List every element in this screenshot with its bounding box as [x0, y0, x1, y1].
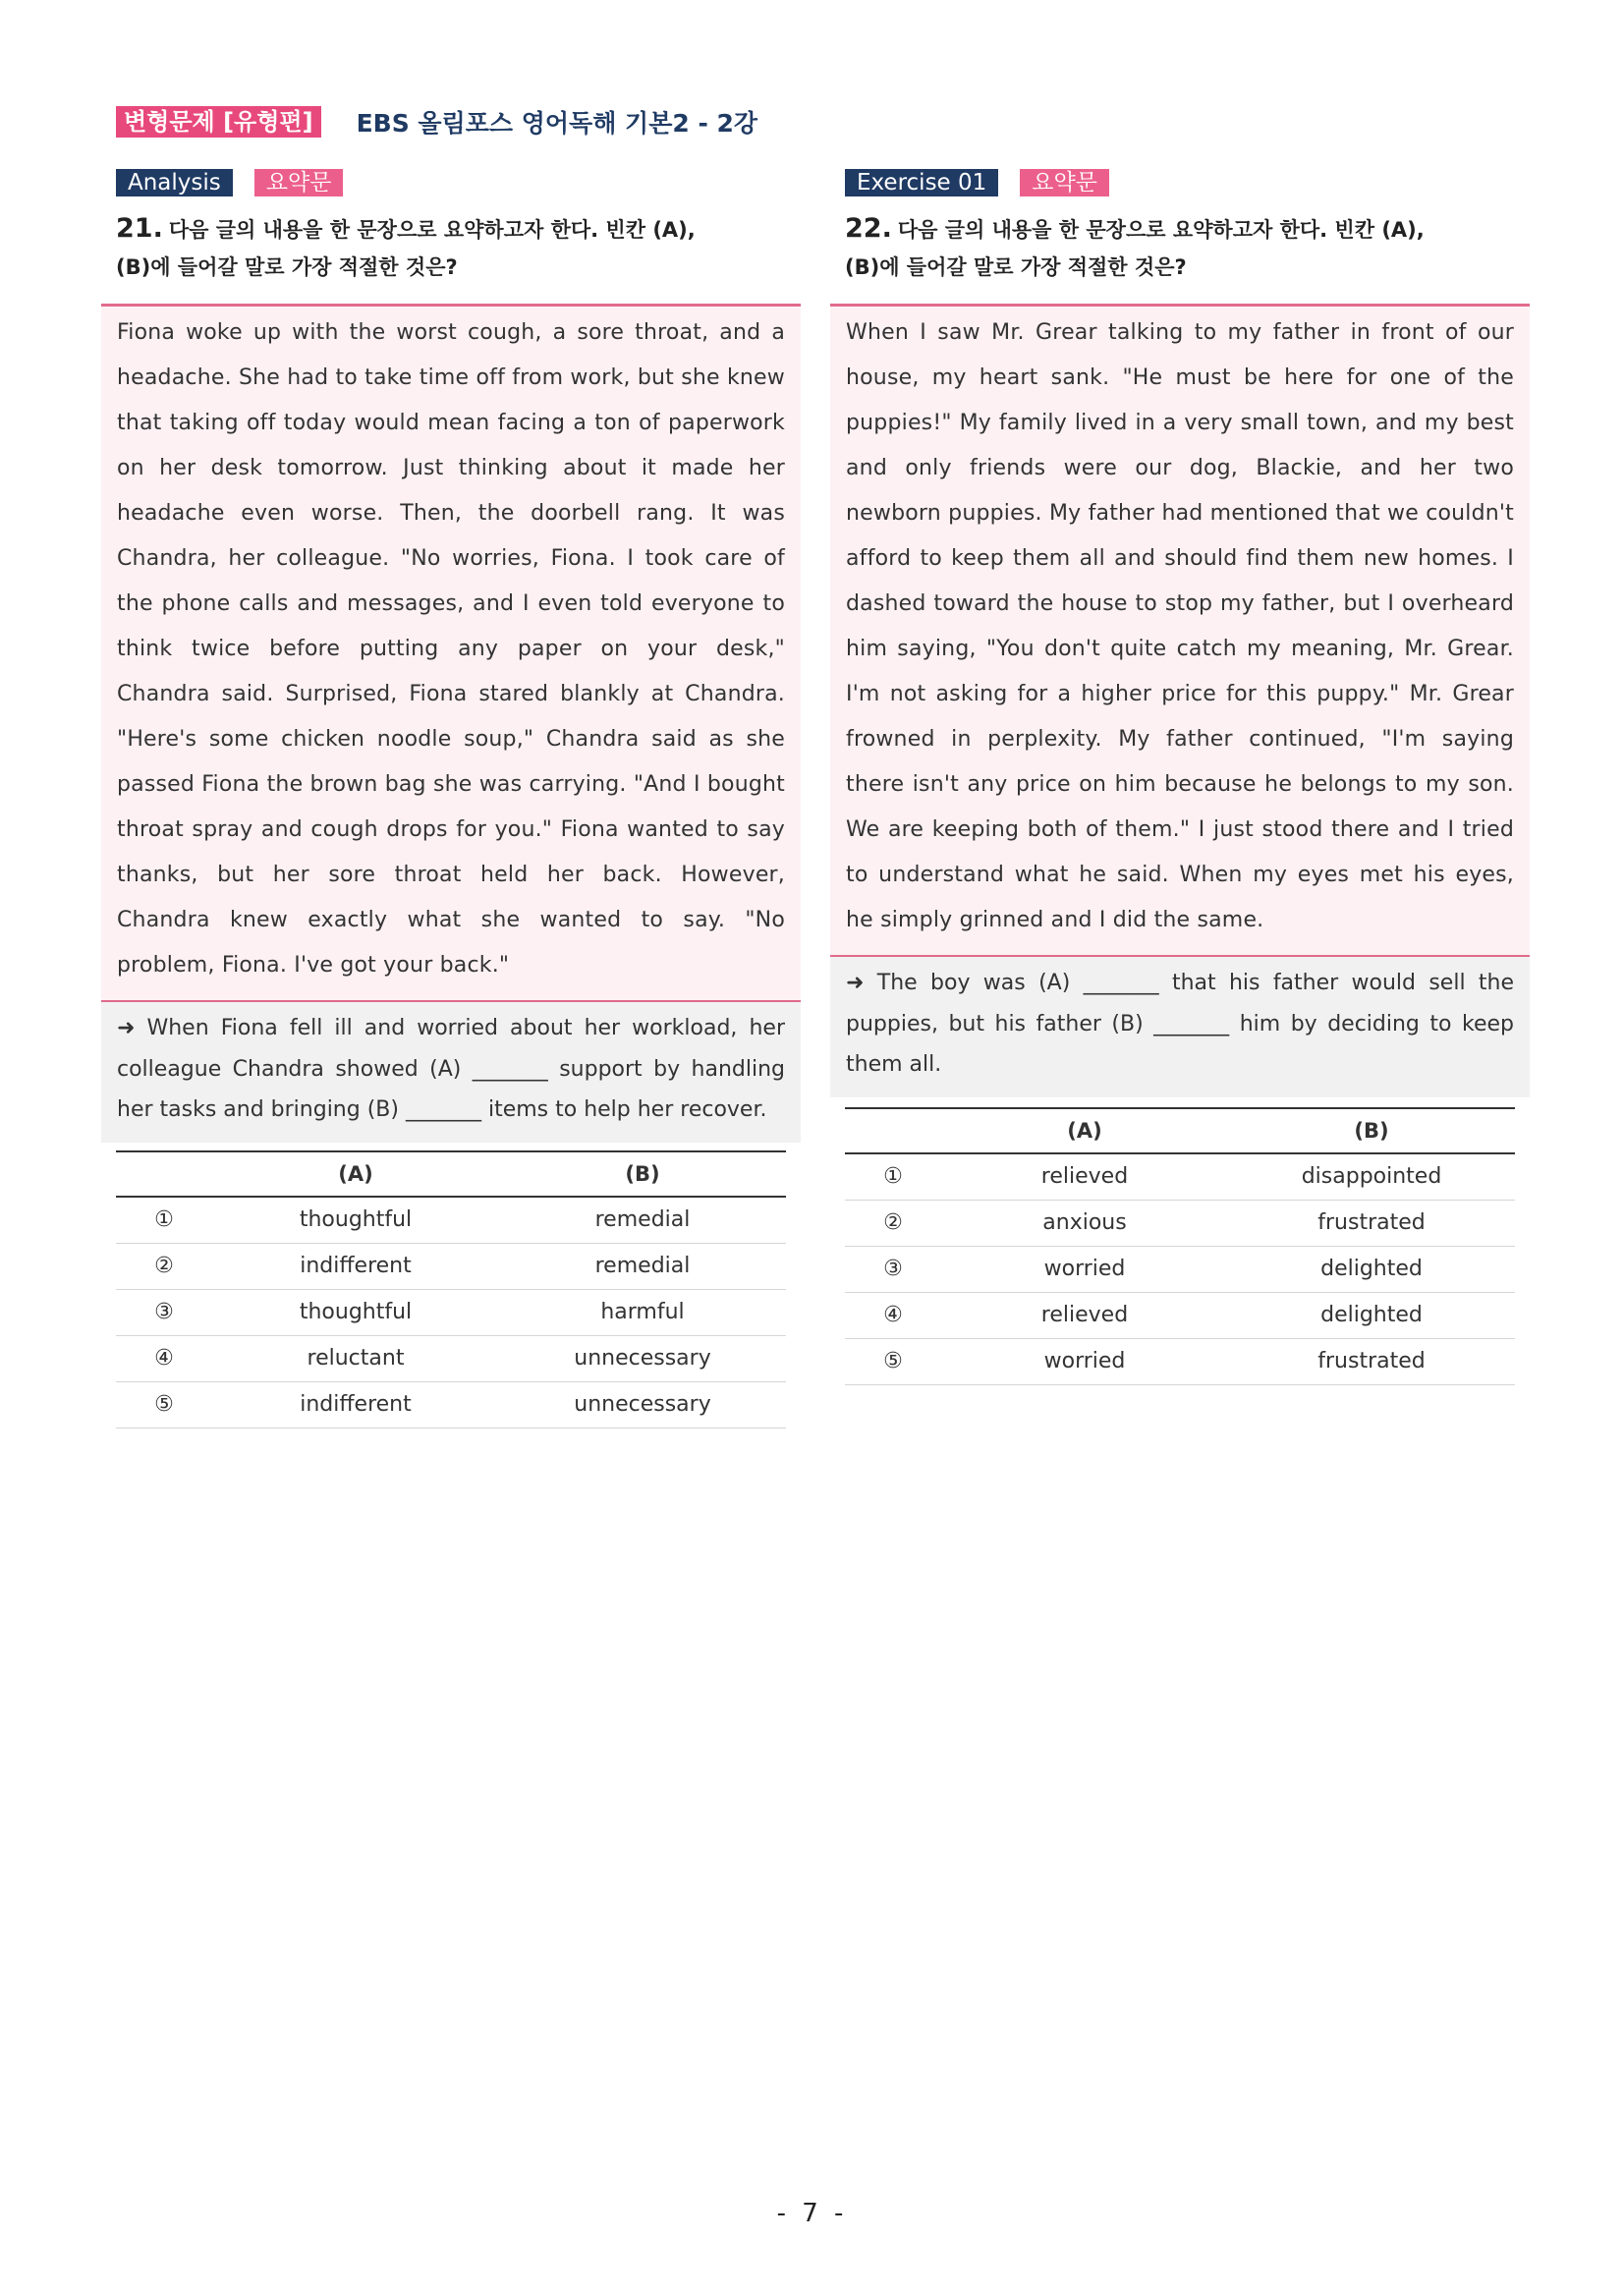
answer-choices-table [116, 1150, 786, 1428]
header-b: (B) [1228, 1108, 1515, 1153]
choice-a: indifferent [212, 1243, 499, 1289]
summary-type-tag: 요약문 [1020, 169, 1109, 196]
choice-number: ④ [845, 1292, 941, 1338]
choice-row[interactable] [116, 1335, 786, 1381]
choice-b: unnecessary [499, 1381, 786, 1428]
choice-a: indifferent [212, 1381, 499, 1428]
question-21 [101, 169, 801, 1428]
choice-a: thoughtful [212, 1197, 499, 1244]
choice-row[interactable] [116, 1381, 786, 1428]
choice-a: worried [941, 1338, 1228, 1384]
header-blank [116, 1151, 212, 1197]
choice-number: ③ [845, 1246, 941, 1292]
choice-row[interactable] [845, 1292, 1515, 1338]
exercise-tag: Exercise 01 [845, 169, 998, 196]
choice-number: ② [845, 1200, 941, 1246]
choice-row[interactable] [845, 1338, 1515, 1384]
choice-b: frustrated [1228, 1338, 1515, 1384]
choice-b: harmful [499, 1289, 786, 1335]
choice-number: ④ [116, 1335, 212, 1381]
table-header-row [116, 1151, 786, 1197]
choice-row[interactable] [845, 1153, 1515, 1201]
choice-b: delighted [1228, 1246, 1515, 1292]
question-line-2: (B)에 들어갈 말로 가장 적절한 것은? [116, 255, 458, 279]
question-prompt [116, 210, 801, 286]
header-blank [845, 1108, 941, 1153]
summary-sentence: ➜ The boy was (A) _______ that his father would sell the puppies, but his father (B) _______ him by deciding to keep them all. [830, 957, 1530, 1097]
choice-b: unnecessary [499, 1335, 786, 1381]
question-22 [830, 169, 1530, 1385]
choice-b: disappointed [1228, 1153, 1515, 1201]
choice-row[interactable] [116, 1289, 786, 1335]
choice-number: ③ [116, 1289, 212, 1335]
question-tags [116, 169, 801, 196]
choice-a: worried [941, 1246, 1228, 1292]
reading-passage: When I saw Mr. Grear talking to my father in front of our house, my heart sank. "He must be here for one of the puppies!" My family lived in a very small town, and my best and only friends were our dog, Blackie, and her two newborn puppies. My father had mentioned that we couldn't afford to keep them all and should find them new homes. I dashed toward the house to stop my father, but I overheard him saying, "You don't quite catch my meaning, Mr. Grear. I'm not asking for a higher price for this puppy." Mr. Grear frowned in perplexity. My father continued, "I'm saying there isn't any price on him because he belongs to my son. We are keeping both of them." I just stood there and I tried to understand what he said. When my eyes met his eyes, he simply grinned and I did the same. [830, 304, 1530, 957]
choice-row[interactable] [845, 1246, 1515, 1292]
question-number: 22. [845, 213, 892, 244]
choice-b: delighted [1228, 1292, 1515, 1338]
question-prompt [845, 210, 1530, 286]
summary-type-tag: 요약문 [254, 169, 344, 196]
summary-sentence: ➜ When Fiona fell ill and worried about her workload, her colleague Chandra showed (A) _______ support by handling her tasks and bringing (B) _______ items to help her recover. [101, 1002, 801, 1143]
page-number: - 7 - [776, 2199, 848, 2228]
choice-a: relieved [941, 1292, 1228, 1338]
choice-number: ⑤ [845, 1338, 941, 1384]
reading-passage: Fiona woke up with the worst cough, a sore throat, and a headache. She had to take time off from work, but she knew that taking off today would mean facing a ton of paperwork on her desk tomorrow. Just thinking about it made her headache even worse. Then, the doorbell rang. It was Chandra, her colleague. "No worries, Fiona. I took care of the phone calls and messages, and I even told everyone to think twice before putting any paper on your desk," Chandra said. Surprised, Fiona stared blankly at Chandra. "Here's some chicken noodle soup," Chandra said as she passed Fiona the brown bag she was carrying. "And I bought throat spray and cough drops for you." Fiona wanted to say thanks, but her sore throat held her back. However, Chandra knew exactly what she wanted to say. "No problem, Fiona. I've got your back." [101, 304, 801, 1002]
table-header-row [845, 1108, 1515, 1153]
analysis-tag: Analysis [116, 169, 233, 196]
question-tags [845, 169, 1530, 196]
page-header [116, 104, 757, 140]
answer-choices-table [845, 1107, 1515, 1385]
choice-a: relieved [941, 1153, 1228, 1201]
question-number: 21. [116, 213, 163, 244]
choice-a: reluctant [212, 1335, 499, 1381]
choice-number: ① [845, 1153, 941, 1201]
choice-a: thoughtful [212, 1289, 499, 1335]
choice-a: anxious [941, 1200, 1228, 1246]
choice-row[interactable] [116, 1243, 786, 1289]
header-b: (B) [499, 1151, 786, 1197]
choice-row[interactable] [116, 1197, 786, 1244]
question-line-2: (B)에 들어갈 말로 가장 적절한 것은? [845, 255, 1187, 279]
question-line-1: 다음 글의 내용을 한 문장으로 요약하고자 한다. 빈칸 (A), [168, 218, 696, 242]
header-a: (A) [941, 1108, 1228, 1153]
choice-b: remedial [499, 1243, 786, 1289]
choice-b: remedial [499, 1197, 786, 1244]
book-title: EBS 올림포스 영어독해 기본2 - 2강 [356, 109, 758, 138]
section-tag: 변형문제 [유형편] [116, 106, 321, 138]
header-a: (A) [212, 1151, 499, 1197]
choice-number: ⑤ [116, 1381, 212, 1428]
choice-b: frustrated [1228, 1200, 1515, 1246]
choice-row[interactable] [845, 1200, 1515, 1246]
choice-number: ② [116, 1243, 212, 1289]
question-line-1: 다음 글의 내용을 한 문장으로 요약하고자 한다. 빈칸 (A), [897, 218, 1425, 242]
choice-number: ① [116, 1197, 212, 1244]
